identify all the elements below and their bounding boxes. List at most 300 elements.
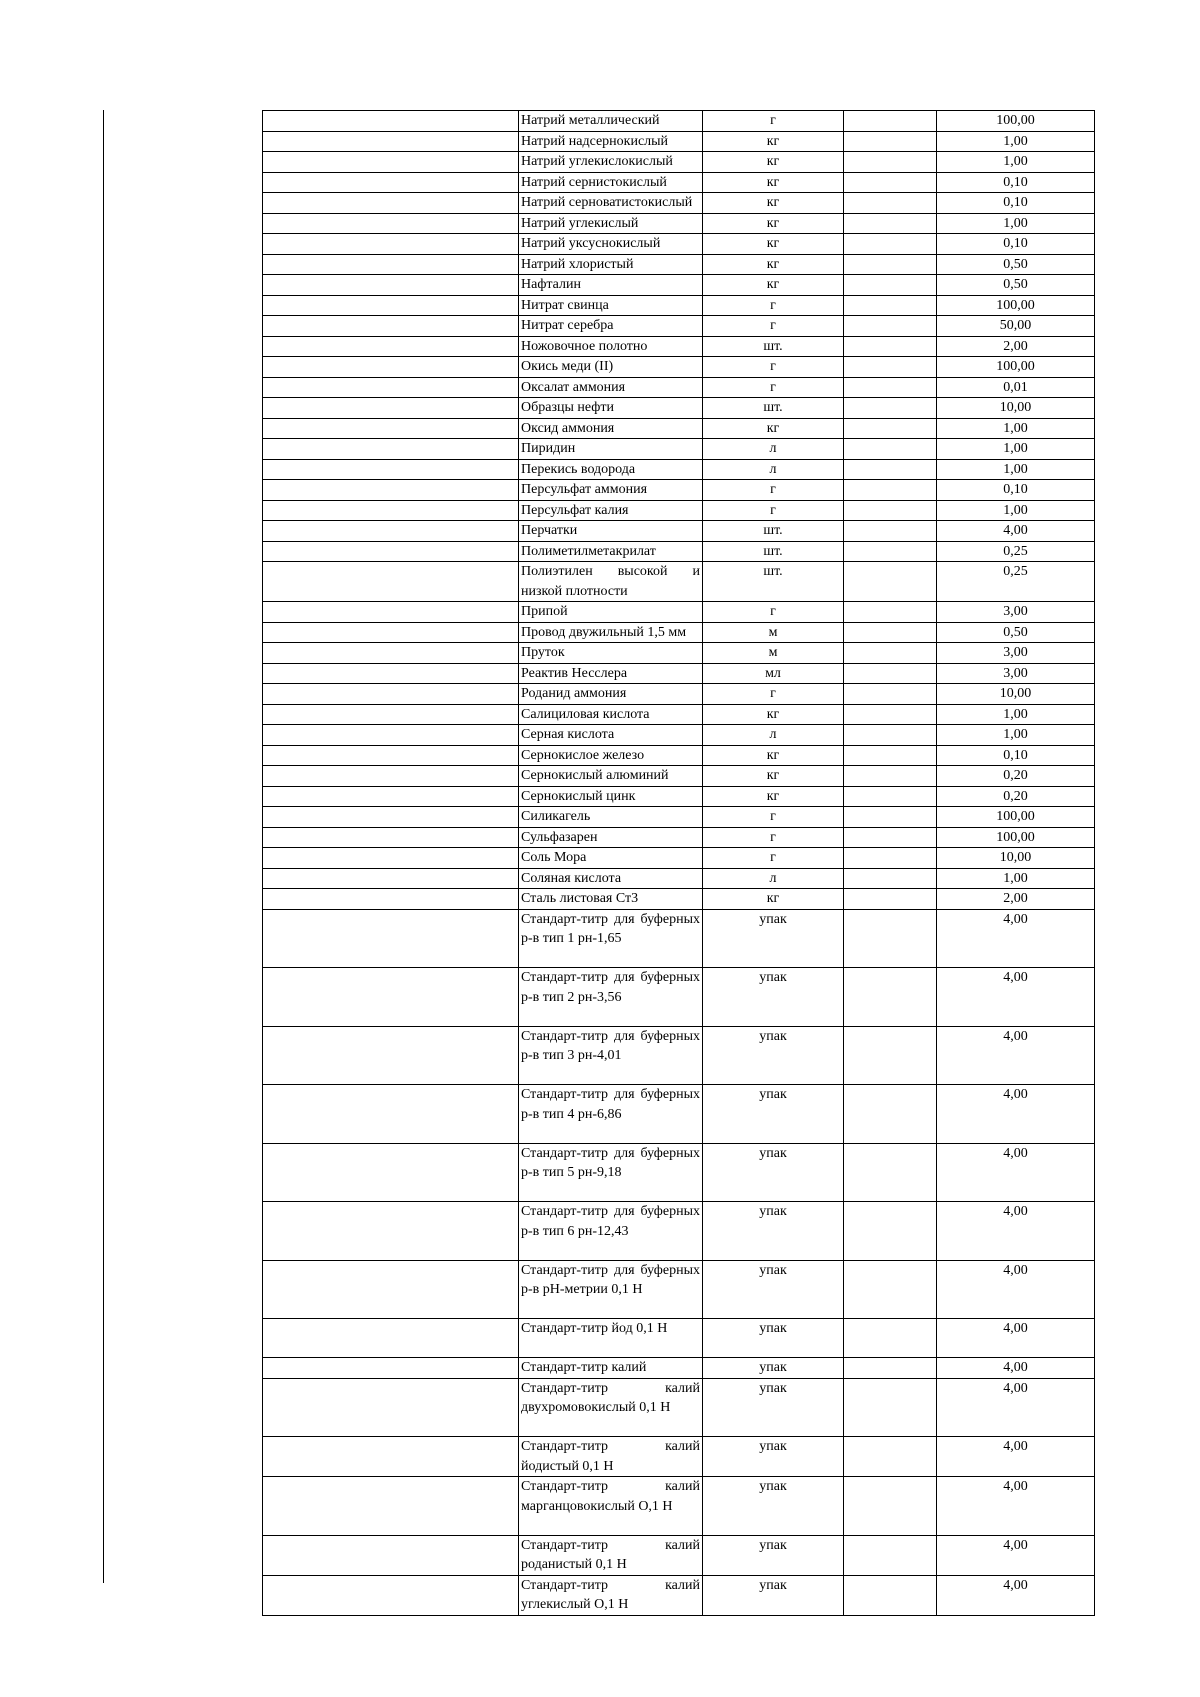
unit-cell: упак	[703, 1535, 844, 1575]
left-margin-rule	[103, 110, 104, 1583]
unit-cell: г	[703, 316, 844, 337]
blank-cell	[844, 336, 937, 357]
item-name-cell: Стандарт-титр для буферных р-в тип 3 рн-4,01	[519, 1026, 703, 1085]
table-row	[263, 622, 1095, 643]
blank-cell	[844, 1477, 937, 1536]
quantity-cell: 4,00	[937, 1477, 1095, 1536]
blank-cell	[263, 663, 519, 684]
blank-cell	[844, 909, 937, 968]
quantity-cell: 0,10	[937, 745, 1095, 766]
item-name-cell: Перекись водорода	[519, 459, 703, 480]
blank-cell	[844, 968, 937, 1027]
item-name-cell: Пруток	[519, 643, 703, 664]
blank-cell	[263, 459, 519, 480]
blank-cell	[263, 643, 519, 664]
quantity-cell: 1,00	[937, 725, 1095, 746]
table-row	[263, 909, 1095, 968]
unit-cell: кг	[703, 131, 844, 152]
table-row	[263, 889, 1095, 910]
blank-cell	[263, 1477, 519, 1536]
item-name-cell: Оксид аммония	[519, 418, 703, 439]
quantity-cell: 0,20	[937, 766, 1095, 787]
item-name-cell: Соль Мора	[519, 848, 703, 869]
table-row	[263, 418, 1095, 439]
table-row	[263, 1026, 1095, 1085]
blank-cell	[263, 602, 519, 623]
quantity-cell: 4,00	[937, 1260, 1095, 1319]
unit-cell: упак	[703, 1575, 844, 1615]
unit-cell: м	[703, 622, 844, 643]
quantity-cell: 4,00	[937, 1437, 1095, 1477]
unit-cell: кг	[703, 234, 844, 255]
unit-cell: упак	[703, 1143, 844, 1202]
table-row	[263, 602, 1095, 623]
table-row	[263, 152, 1095, 173]
item-name-cell: Сернокислый цинк	[519, 786, 703, 807]
table-row	[263, 316, 1095, 337]
unit-cell: упак	[703, 1085, 844, 1144]
item-name-cell: Провод двужильный 1,5 мм	[519, 622, 703, 643]
unit-cell: упак	[703, 1026, 844, 1085]
table-row	[263, 1260, 1095, 1319]
quantity-cell: 1,00	[937, 868, 1095, 889]
quantity-cell: 3,00	[937, 602, 1095, 623]
table-row	[263, 725, 1095, 746]
blank-cell	[263, 725, 519, 746]
quantity-cell: 4,00	[937, 1378, 1095, 1437]
item-name-cell: Стандарт-титр калий роданистый 0,1 Н	[519, 1535, 703, 1575]
blank-cell	[263, 521, 519, 542]
blank-cell	[263, 1026, 519, 1085]
quantity-cell: 10,00	[937, 684, 1095, 705]
item-name-cell: Натрий надсернокислый	[519, 131, 703, 152]
table-row	[263, 807, 1095, 828]
table-row	[263, 704, 1095, 725]
unit-cell: г	[703, 807, 844, 828]
blank-cell	[263, 704, 519, 725]
item-name-cell: Перчатки	[519, 521, 703, 542]
blank-cell	[263, 1358, 519, 1379]
unit-cell: упак	[703, 909, 844, 968]
item-name-cell: Персульфат аммония	[519, 480, 703, 501]
quantity-cell: 0,10	[937, 172, 1095, 193]
blank-cell	[844, 622, 937, 643]
quantity-cell: 0,25	[937, 541, 1095, 562]
blank-cell	[844, 827, 937, 848]
table-row	[263, 193, 1095, 214]
blank-cell	[844, 1085, 937, 1144]
item-name-cell: Стандарт-титр для буферных р-в pH-метрии 0,1 Н	[519, 1260, 703, 1319]
blank-cell	[844, 1378, 937, 1437]
quantity-cell: 1,00	[937, 459, 1095, 480]
blank-cell	[263, 316, 519, 337]
item-name-cell: Сталь листовая Ст3	[519, 889, 703, 910]
item-name-cell: Стандарт-титр для буферных р-в тип 6 рн-12,43	[519, 1202, 703, 1261]
blank-cell	[263, 848, 519, 869]
table-row	[263, 111, 1095, 132]
blank-cell	[844, 152, 937, 173]
blank-cell	[263, 336, 519, 357]
table-row	[263, 275, 1095, 296]
blank-cell	[844, 848, 937, 869]
table-row	[263, 295, 1095, 316]
blank-cell	[263, 275, 519, 296]
unit-cell: л	[703, 868, 844, 889]
table-row	[263, 398, 1095, 419]
blank-cell	[263, 968, 519, 1027]
table-row	[263, 766, 1095, 787]
item-name-cell: Сульфазарен	[519, 827, 703, 848]
blank-cell	[263, 1319, 519, 1358]
quantity-cell: 10,00	[937, 848, 1095, 869]
unit-cell: г	[703, 480, 844, 501]
quantity-cell: 100,00	[937, 357, 1095, 378]
unit-cell: г	[703, 357, 844, 378]
table-row	[263, 786, 1095, 807]
unit-cell: л	[703, 725, 844, 746]
blank-cell	[263, 1202, 519, 1261]
quantity-cell: 4,00	[937, 1319, 1095, 1358]
blank-cell	[844, 418, 937, 439]
table-row	[263, 377, 1095, 398]
unit-cell: упак	[703, 1319, 844, 1358]
unit-cell: кг	[703, 152, 844, 173]
blank-cell	[263, 234, 519, 255]
table-row	[263, 1437, 1095, 1477]
quantity-cell: 1,00	[937, 131, 1095, 152]
blank-cell	[263, 786, 519, 807]
item-name-cell: Стандарт-титр йод 0,1 Н	[519, 1319, 703, 1358]
blank-cell	[263, 480, 519, 501]
blank-cell	[263, 745, 519, 766]
blank-cell	[844, 234, 937, 255]
unit-cell: мл	[703, 663, 844, 684]
item-name-cell: Припой	[519, 602, 703, 623]
blank-cell	[263, 500, 519, 521]
item-name-cell: Сернокислый алюминий	[519, 766, 703, 787]
blank-cell	[844, 766, 937, 787]
item-name-cell: Стандарт-титр калий марганцовокислый О,1 Н	[519, 1477, 703, 1536]
blank-cell	[844, 1437, 937, 1477]
item-name-cell: Пиридин	[519, 439, 703, 460]
blank-cell	[263, 254, 519, 275]
blank-cell	[263, 398, 519, 419]
blank-cell	[844, 398, 937, 419]
unit-cell: шт.	[703, 398, 844, 419]
unit-cell: кг	[703, 275, 844, 296]
table-row	[263, 336, 1095, 357]
blank-cell	[263, 295, 519, 316]
quantity-cell: 1,00	[937, 213, 1095, 234]
blank-cell	[844, 377, 937, 398]
table-row	[263, 521, 1095, 542]
unit-cell: кг	[703, 786, 844, 807]
quantity-cell: 1,00	[937, 500, 1095, 521]
quantity-cell: 50,00	[937, 316, 1095, 337]
unit-cell: упак	[703, 1437, 844, 1477]
blank-cell	[263, 766, 519, 787]
blank-cell	[844, 807, 937, 828]
item-name-cell: Натрий углекислокислый	[519, 152, 703, 173]
unit-cell: г	[703, 111, 844, 132]
blank-cell	[263, 1535, 519, 1575]
item-name-cell: Роданид аммония	[519, 684, 703, 705]
unit-cell: г	[703, 500, 844, 521]
item-name-cell: Стандарт-титр для буферных р-в тип 2 рн-3,56	[519, 968, 703, 1027]
table-row	[263, 234, 1095, 255]
item-name-cell: Стандарт-титр для буферных р-в тип 5 рн-9,18	[519, 1143, 703, 1202]
table-row	[263, 254, 1095, 275]
unit-cell: упак	[703, 1378, 844, 1437]
table-row	[263, 1535, 1095, 1575]
item-name-cell: Стандарт-титр калий йодистый 0,1 Н	[519, 1437, 703, 1477]
quantity-cell: 1,00	[937, 418, 1095, 439]
unit-cell: м	[703, 643, 844, 664]
blank-cell	[263, 131, 519, 152]
blank-cell	[844, 704, 937, 725]
unit-cell: кг	[703, 745, 844, 766]
quantity-cell: 4,00	[937, 1575, 1095, 1615]
blank-cell	[263, 213, 519, 234]
blank-cell	[844, 562, 937, 602]
blank-cell	[263, 562, 519, 602]
item-name-cell: Силикагель	[519, 807, 703, 828]
item-name-cell: Натрий серноватистокислый	[519, 193, 703, 214]
unit-cell: кг	[703, 172, 844, 193]
table-row	[263, 663, 1095, 684]
blank-cell	[844, 541, 937, 562]
item-name-cell: Полиэтилен высокой и низкой плотности	[519, 562, 703, 602]
quantity-cell: 1,00	[937, 152, 1095, 173]
unit-cell: упак	[703, 1202, 844, 1261]
table-row	[263, 1378, 1095, 1437]
table-row	[263, 357, 1095, 378]
item-name-cell: Серная кислота	[519, 725, 703, 746]
unit-cell: шт.	[703, 521, 844, 542]
table-row	[263, 643, 1095, 664]
blank-cell	[263, 684, 519, 705]
quantity-cell: 0,25	[937, 562, 1095, 602]
table-row	[263, 1202, 1095, 1261]
blank-cell	[844, 295, 937, 316]
quantity-cell: 4,00	[937, 1143, 1095, 1202]
quantity-cell: 1,00	[937, 704, 1095, 725]
blank-cell	[263, 152, 519, 173]
blank-cell	[844, 131, 937, 152]
table-row	[263, 541, 1095, 562]
unit-cell: л	[703, 439, 844, 460]
unit-cell: г	[703, 684, 844, 705]
blank-cell	[263, 377, 519, 398]
blank-cell	[844, 357, 937, 378]
blank-cell	[263, 1143, 519, 1202]
item-name-cell: Нафталин	[519, 275, 703, 296]
materials-table-body	[263, 111, 1095, 1616]
blank-cell	[844, 316, 937, 337]
unit-cell: г	[703, 295, 844, 316]
unit-cell: кг	[703, 193, 844, 214]
quantity-cell: 100,00	[937, 807, 1095, 828]
table-row	[263, 1358, 1095, 1379]
table-row	[263, 1143, 1095, 1202]
item-name-cell: Образцы нефти	[519, 398, 703, 419]
table-row	[263, 1085, 1095, 1144]
unit-cell: кг	[703, 704, 844, 725]
table-row	[263, 1575, 1095, 1615]
blank-cell	[844, 193, 937, 214]
blank-cell	[263, 1260, 519, 1319]
quantity-cell: 2,00	[937, 889, 1095, 910]
table-row	[263, 213, 1095, 234]
blank-cell	[263, 868, 519, 889]
blank-cell	[263, 172, 519, 193]
quantity-cell: 4,00	[937, 1535, 1095, 1575]
quantity-cell: 2,00	[937, 336, 1095, 357]
blank-cell	[844, 1319, 937, 1358]
materials-table	[262, 110, 1095, 1616]
blank-cell	[844, 684, 937, 705]
blank-cell	[844, 439, 937, 460]
quantity-cell: 4,00	[937, 968, 1095, 1027]
blank-cell	[844, 1260, 937, 1319]
quantity-cell: 4,00	[937, 1358, 1095, 1379]
unit-cell: кг	[703, 889, 844, 910]
table-row	[263, 684, 1095, 705]
item-name-cell: Соляная кислота	[519, 868, 703, 889]
blank-cell	[263, 827, 519, 848]
blank-cell	[844, 1358, 937, 1379]
item-name-cell: Нитрат серебра	[519, 316, 703, 337]
blank-cell	[263, 418, 519, 439]
blank-cell	[844, 213, 937, 234]
unit-cell: л	[703, 459, 844, 480]
table-row	[263, 745, 1095, 766]
blank-cell	[844, 868, 937, 889]
table-row	[263, 459, 1095, 480]
quantity-cell: 100,00	[937, 827, 1095, 848]
blank-cell	[263, 622, 519, 643]
item-name-cell: Нитрат свинца	[519, 295, 703, 316]
blank-cell	[844, 500, 937, 521]
item-name-cell: Стандарт-титр калий	[519, 1358, 703, 1379]
blank-cell	[263, 909, 519, 968]
item-name-cell: Стандарт-титр калий углекислый О,1 Н	[519, 1575, 703, 1615]
unit-cell: г	[703, 377, 844, 398]
quantity-cell: 0,01	[937, 377, 1095, 398]
blank-cell	[844, 643, 937, 664]
blank-cell	[263, 439, 519, 460]
blank-cell	[844, 111, 937, 132]
table-row	[263, 827, 1095, 848]
table-row	[263, 968, 1095, 1027]
item-name-cell: Ножовочное полотно	[519, 336, 703, 357]
table-row	[263, 562, 1095, 602]
quantity-cell: 0,10	[937, 480, 1095, 501]
blank-cell	[263, 1437, 519, 1477]
quantity-cell: 0,50	[937, 622, 1095, 643]
item-name-cell: Натрий хлористый	[519, 254, 703, 275]
blank-cell	[844, 745, 937, 766]
quantity-cell: 1,00	[937, 439, 1095, 460]
unit-cell: упак	[703, 1358, 844, 1379]
quantity-cell: 3,00	[937, 643, 1095, 664]
item-name-cell: Натрий металлический	[519, 111, 703, 132]
blank-cell	[844, 725, 937, 746]
quantity-cell: 4,00	[937, 521, 1095, 542]
table-row	[263, 439, 1095, 460]
unit-cell: кг	[703, 254, 844, 275]
unit-cell: г	[703, 827, 844, 848]
blank-cell	[844, 275, 937, 296]
blank-cell	[844, 1143, 937, 1202]
quantity-cell: 10,00	[937, 398, 1095, 419]
item-name-cell: Реактив Несслера	[519, 663, 703, 684]
quantity-cell: 0,50	[937, 254, 1095, 275]
blank-cell	[263, 807, 519, 828]
blank-cell	[844, 521, 937, 542]
quantity-cell: 0,20	[937, 786, 1095, 807]
blank-cell	[844, 602, 937, 623]
blank-cell	[263, 1085, 519, 1144]
quantity-cell: 4,00	[937, 1085, 1095, 1144]
quantity-cell: 0,10	[937, 193, 1095, 214]
table-row	[263, 848, 1095, 869]
blank-cell	[263, 111, 519, 132]
table-row	[263, 131, 1095, 152]
table-row	[263, 1477, 1095, 1536]
blank-cell	[263, 1378, 519, 1437]
blank-cell	[844, 1202, 937, 1261]
unit-cell: упак	[703, 1260, 844, 1319]
unit-cell: упак	[703, 1477, 844, 1536]
quantity-cell: 4,00	[937, 1202, 1095, 1261]
unit-cell: кг	[703, 766, 844, 787]
unit-cell: кг	[703, 418, 844, 439]
blank-cell	[844, 254, 937, 275]
table-row	[263, 868, 1095, 889]
table-row	[263, 480, 1095, 501]
blank-cell	[263, 1575, 519, 1615]
blank-cell	[844, 1535, 937, 1575]
quantity-cell: 100,00	[937, 295, 1095, 316]
blank-cell	[844, 1575, 937, 1615]
item-name-cell: Оксалат аммония	[519, 377, 703, 398]
blank-cell	[263, 193, 519, 214]
blank-cell	[263, 541, 519, 562]
item-name-cell: Окись меди (II)	[519, 357, 703, 378]
blank-cell	[844, 786, 937, 807]
item-name-cell: Натрий сернистокислый	[519, 172, 703, 193]
unit-cell: шт.	[703, 562, 844, 602]
unit-cell: г	[703, 602, 844, 623]
blank-cell	[844, 889, 937, 910]
quantity-cell: 4,00	[937, 1026, 1095, 1085]
quantity-cell: 0,50	[937, 275, 1095, 296]
blank-cell	[844, 172, 937, 193]
table-row	[263, 500, 1095, 521]
item-name-cell: Стандарт-титр калий двухромовокислый 0,1 Н	[519, 1378, 703, 1437]
unit-cell: шт.	[703, 336, 844, 357]
item-name-cell: Полиметилметакрилат	[519, 541, 703, 562]
item-name-cell: Натрий углекислый	[519, 213, 703, 234]
item-name-cell: Сернокислое железо	[519, 745, 703, 766]
quantity-cell: 4,00	[937, 909, 1095, 968]
blank-cell	[263, 357, 519, 378]
item-name-cell: Стандарт-титр для буферных р-в тип 1 рн-1,65	[519, 909, 703, 968]
unit-cell: кг	[703, 213, 844, 234]
item-name-cell: Персульфат калия	[519, 500, 703, 521]
item-name-cell: Стандарт-титр для буферных р-в тип 4 рн-6,86	[519, 1085, 703, 1144]
